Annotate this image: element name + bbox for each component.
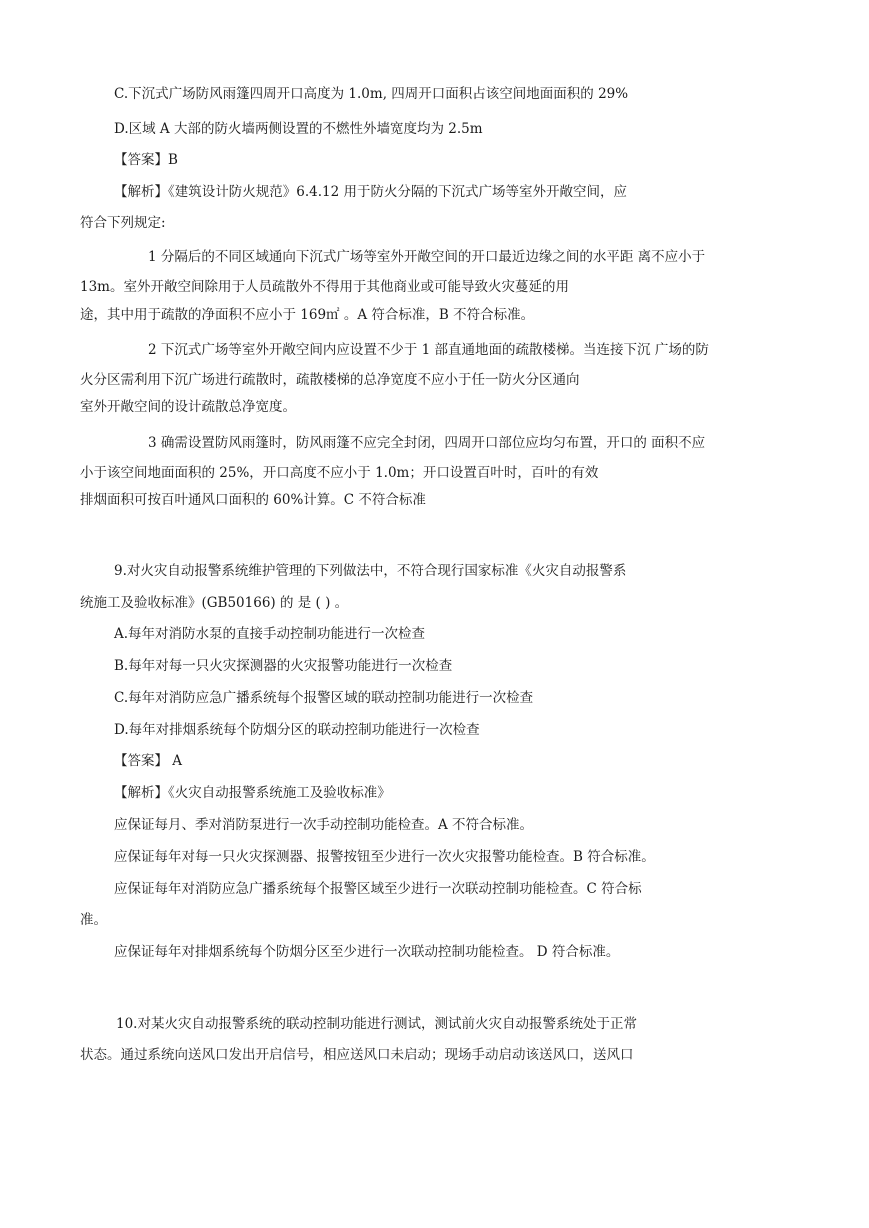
q8-rule1-line: 1 分隔后的不同区域通向下沉式广场等室外开敞空间的开口最近边缘之间的水平距 离不应小于 [148,249,706,265]
q9-option-b: B.每年对每一只火灾探测器的火灾报警功能进行一次检查 [114,658,453,674]
q9-stem-line: 统施工及验收标准》(GB50166) 的 是 ( ) 。 [80,595,349,611]
q9-option-a: A.每年对消防水泵的直接手动控制功能进行一次检查 [114,626,426,642]
q10-stem-line: 状态。通过系统向送风口发出开启信号，相应送风口未启动；现场手动启动该送风口，送风口 [80,1047,634,1063]
q9-analysis-line: 应保证每年对排烟系统每个防烟分区至少进行一次联动控制功能检查。 D 符合标准。 [114,944,620,960]
q9-stem-line: 9.对火灾自动报警系统维护管理的下列做法中，不符合现行国家标准《火灾自动报警系 [114,563,627,579]
q8-rule1-line: 途，其中用于疏散的净面积不应小于 169㎡ 。A 符合标准，B 不符合标准。 [80,307,535,323]
q8-rule2-line: 2 下沉式广场等室外开敞空间内应设置不少于 1 部直通地面的疏散楼梯。当连接下沉 广场的防 [148,342,709,358]
q8-analysis-line: 符合下列规定: [80,215,166,231]
q9-analysis-line: 应保证每年对每一只火灾探测器、报警按钮至少进行一次火灾报警功能检查。B 符合标准。 [114,849,655,865]
q9-analysis-line: 准。 [80,912,107,928]
q8-rule2-line: 室外开敞空间的设计疏散总净宽度。 [80,399,296,415]
q10-stem-line: 10.对某火灾自动报警系统的联动控制功能进行测试，测试前火灾自动报警系统处于正常 [116,1016,637,1032]
q8-option-d: D.区域 A 大部的防火墙两侧设置的不燃性外墙宽度均为 2.5m [114,121,483,137]
q9-analysis-head: 【解析】《火灾自动报警系统施工及验收标准》 [114,785,391,801]
q8-answer: 【答案】B [114,152,178,168]
q8-option-c: C.下沉式广场防风雨篷四周开口高度为 1.0m, 四周开口面积占该空间地面面积的 29% [114,86,629,102]
q8-analysis-line: 【解析】《建筑设计防火规范》6.4.12 用于防火分隔的下沉式广场等室外开敞空间，应 [114,184,627,200]
q9-answer: 【答案】 A [114,753,183,769]
q8-rule1-line: 13m。室外开敞空间除用于人员疏散外不得用于其他商业或可能导致火灾蔓延的用 [80,279,569,295]
q9-option-c: C.每年对消防应急广播系统每个报警区域的联动控制功能进行一次检查 [114,690,534,706]
q8-rule2-line: 火分区需利用下沉广场进行疏散时，疏散楼梯的总净宽度不应小于任一防火分区通向 [80,372,580,388]
q8-rule3-line: 3 确需设置防风雨篷时，防风雨篷不应完全封闭，四周开口部位应均匀布置，开口的 面积不应 [148,435,706,451]
q9-analysis-line: 应保证每月、季对消防泵进行一次手动控制功能检查。A 不符合标准。 [114,817,534,833]
q8-rule3-line: 小于该空间地面面积的 25%，开口高度不应小于 1.0m；开口设置百叶时，百叶的有效 [80,465,599,481]
q9-option-d: D.每年对排烟系统每个防烟分区的联动控制功能进行一次检查 [114,722,480,738]
q9-analysis-line: 应保证每年对消防应急广播系统每个报警区域至少进行一次联动控制功能检查。C 符合标 [114,881,642,897]
q8-rule3-line: 排烟面积可按百叶通风口面积的 60%计算。C 不符合标准 [80,492,426,508]
